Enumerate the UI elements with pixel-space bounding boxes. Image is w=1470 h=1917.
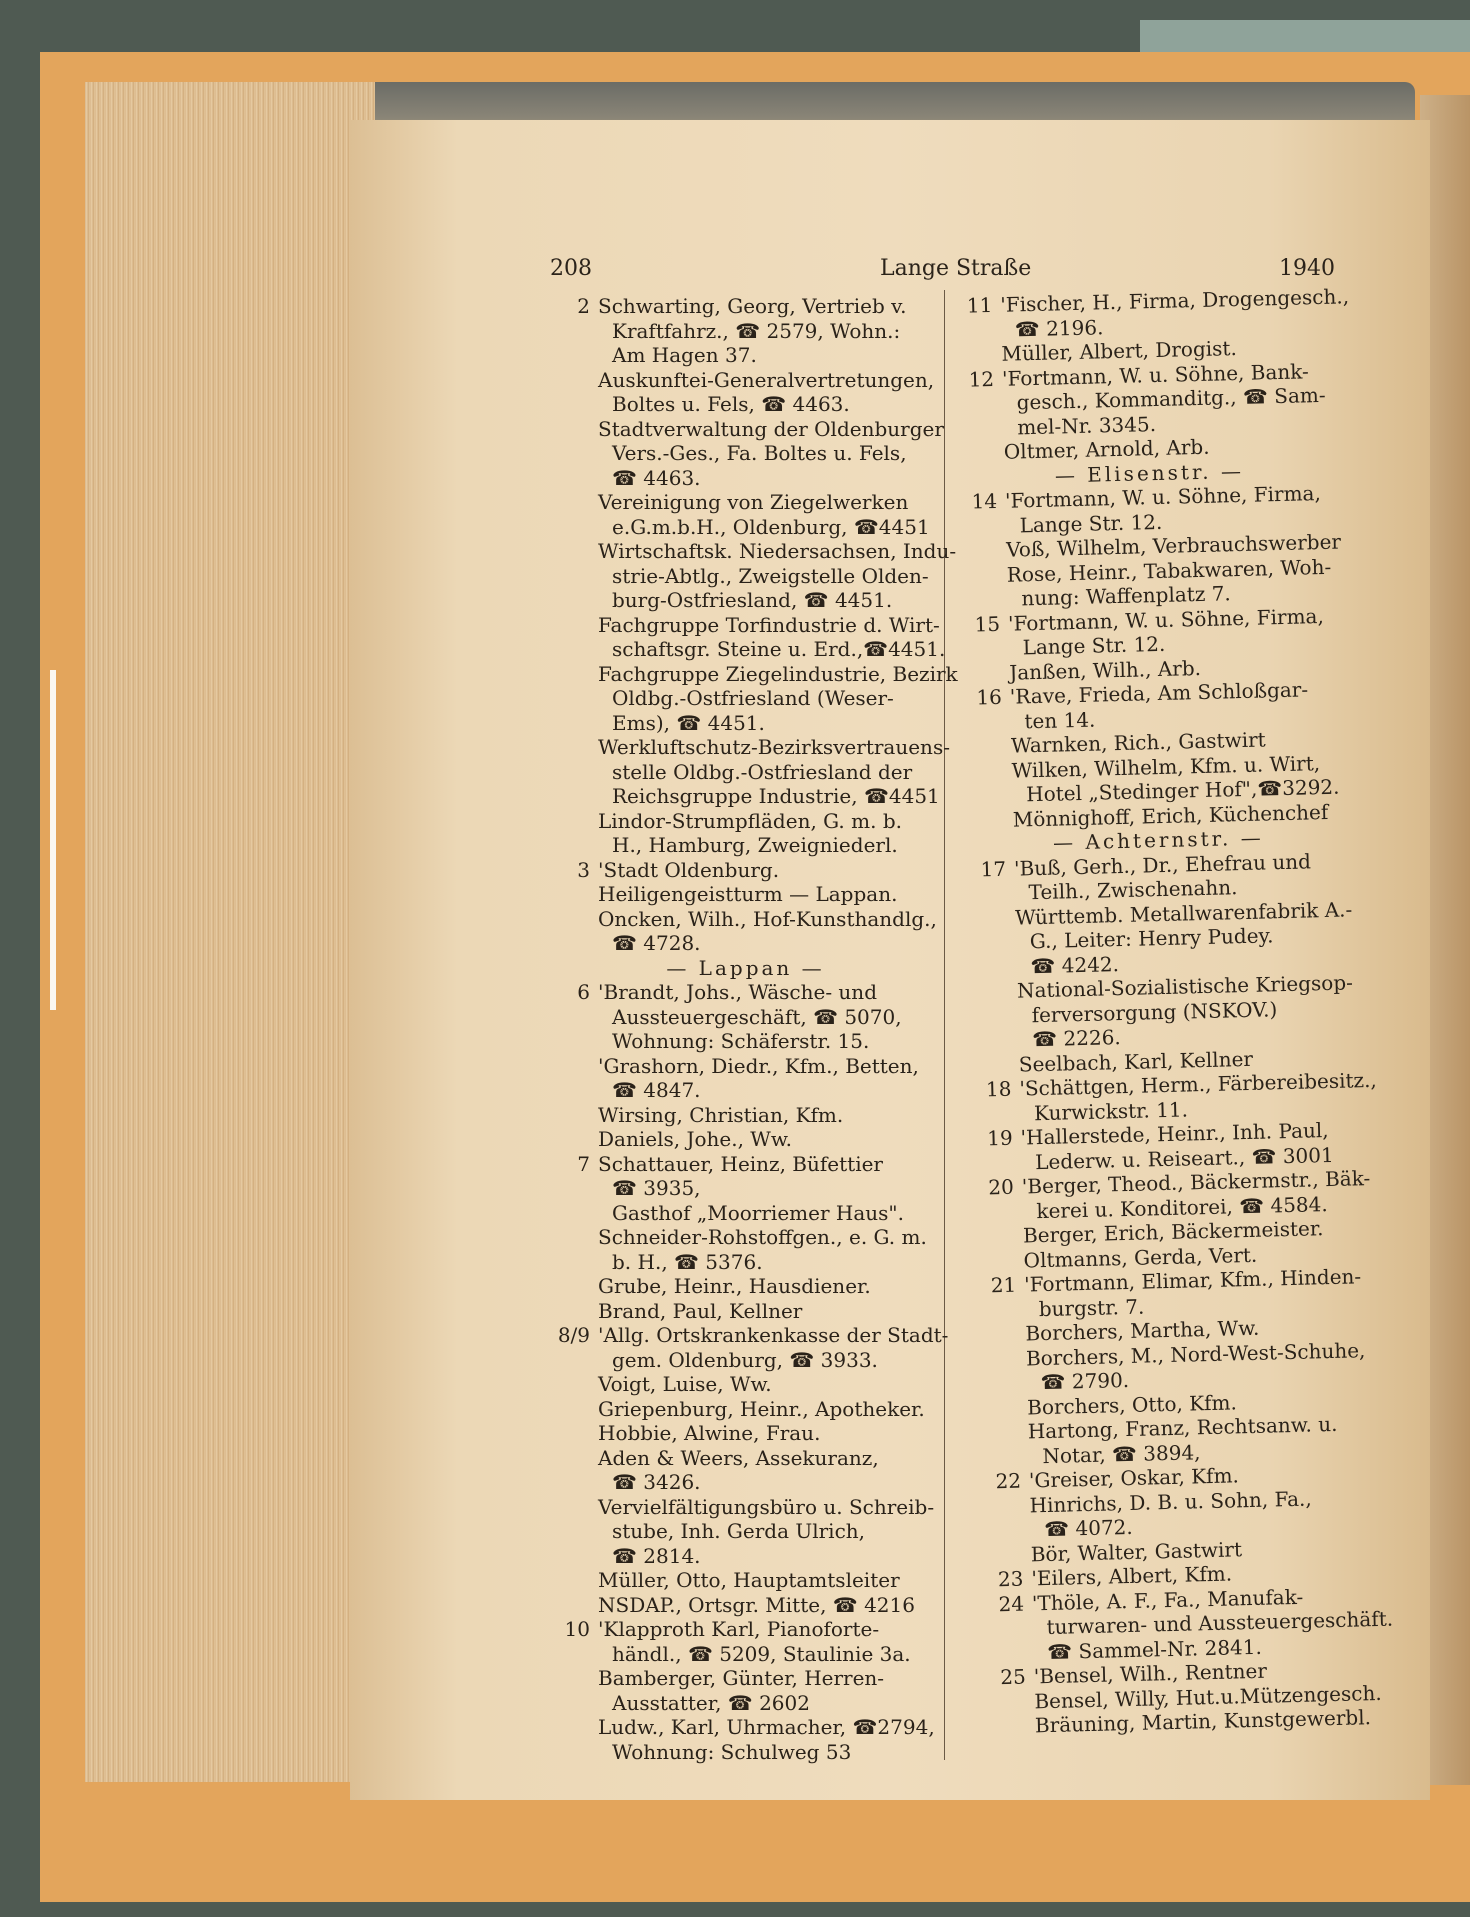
directory-entry-line: [548, 686, 943, 711]
entry-text: 'Stadt Oldenburg.: [598, 857, 780, 882]
house-number: 18: [985, 1076, 1012, 1102]
entry-text: Vers.-Ges., Fa. Boltes u. Fels,: [612, 441, 907, 465]
entry-text: stelle Oldbg.-Ostfriesland der: [612, 759, 913, 784]
entry-text: 'Fischer, H., Firma, Drogengesch.,: [999, 284, 1350, 317]
entry-text: b. H., ☎ 5376.: [612, 1249, 763, 1274]
entry-text: Ausstatter, ☎ 2602: [612, 1690, 810, 1715]
street-title: Lange Straße: [880, 256, 1032, 281]
house-number: 11: [966, 292, 993, 318]
directory-entry-line: [548, 1421, 943, 1446]
entry-text: 'Bensel, Wilh., Rentner: [1033, 1658, 1268, 1689]
entry-text: Wirsing, Christian, Kfm.: [598, 1102, 844, 1127]
directory-entry-line: [548, 1691, 943, 1716]
directory-entry-line: [548, 661, 958, 687]
house-number: 7: [577, 1151, 590, 1176]
directory-entry-line: [548, 1593, 943, 1618]
entry-text: Wohnung: Schulweg 53: [612, 1739, 852, 1764]
house-number: 12: [968, 366, 995, 392]
entry-text: 'Schättgen, Herm., Färbereibesitz.,: [1019, 1067, 1378, 1101]
house-number: 14: [971, 488, 998, 514]
entry-text: 'Hallerstede, Heinr., Inh. Paul,: [1020, 1118, 1329, 1150]
entry-text: mel-Nr. 3345.: [1016, 411, 1157, 439]
entry-text: Lange Str. 12.: [1019, 509, 1163, 537]
entry-text: burgstr. 7.: [1038, 1294, 1145, 1321]
cross-street-label: — Achternstr. —: [1052, 825, 1264, 855]
directory-entry-line: [548, 980, 943, 1005]
entry-text: 'Allg. Ortskrankenkasse der Stadt-: [598, 1323, 949, 1347]
entry-text: Boltes u. Fels, ☎ 4463.: [612, 392, 850, 416]
paper-tab: [50, 670, 56, 1010]
entry-text: 'Fortmann, W. u. Söhne, Bank-: [1001, 358, 1310, 391]
entry-text: Mönnighoff, Erich, Küchenchef: [1012, 799, 1329, 832]
directory-entry-line: [548, 956, 943, 981]
entry-text: Oldbg.-Ostfriesland (Weser-: [612, 686, 894, 710]
directory-entry-line: [548, 343, 943, 368]
entry-text: 'Klapproth Karl, Pianoforte-: [598, 1617, 880, 1641]
house-number: 10: [564, 1617, 590, 1641]
entry-text: National-Sozialistische Kriegsop-: [1016, 970, 1354, 1003]
entry-text: ☎ 2814.: [612, 1543, 701, 1568]
entry-text: Gasthof „Moorriemer Haus".: [612, 1200, 904, 1225]
house-number: 8/9: [557, 1323, 590, 1347]
house-number: 3: [577, 857, 590, 882]
directory-entry-line: [548, 1029, 943, 1054]
house-number: 23: [997, 1566, 1024, 1592]
entry-text: ☎ 4242.: [1030, 951, 1120, 978]
entry-text: Am Hagen 37.: [612, 343, 757, 367]
directory-entry-line: [548, 784, 943, 809]
directory-entry-line: [548, 392, 943, 417]
entry-text: ☎ 2196.: [1014, 314, 1104, 341]
entry-text: Schwarting, Georg, Vertrieb v.: [598, 294, 907, 318]
entry-text: Aden & Weers, Assekuranz,: [598, 1445, 879, 1470]
entry-text: Berger, Erich, Bäckermeister.: [1022, 1216, 1324, 1248]
directory-entry-line: [548, 441, 943, 466]
directory-entry-line: [548, 1519, 943, 1544]
entry-text: ☎ 3935,: [612, 1176, 701, 1200]
entry-text: Fachgruppe Ziegelindustrie, Bezirk: [598, 661, 958, 686]
entry-text: Voigt, Luise, Ww.: [598, 1372, 772, 1396]
entry-text: Ludw., Karl, Uhrmacher, ☎2794,: [598, 1715, 935, 1739]
entry-text: Kurwickstr. 11.: [1033, 1096, 1189, 1125]
entry-text: strie-Abtlg., Zweigstelle Olden-: [612, 563, 929, 588]
directory-entry-line: [548, 1152, 943, 1177]
directory-entry-line: [548, 1250, 943, 1275]
directory-entry-line: [548, 1568, 943, 1593]
entry-text: Wilken, Wilhelm, Kfm. u. Wirt,: [1011, 750, 1321, 783]
entry-text: Schattauer, Heinz, Büfettier: [598, 1151, 883, 1176]
entry-text: gesch., Kommanditg., ☎ Sam-: [1016, 382, 1326, 415]
entry-text: turwaren- und Aussteuergeschäft.: [1046, 1606, 1394, 1640]
directory-entry-line: [548, 294, 943, 319]
directory-entry-line: [548, 1397, 943, 1422]
entry-text: burg-Ostfriesland, ☎ 4451.: [612, 588, 893, 612]
entry-text: Notar, ☎ 3894,: [1042, 1439, 1201, 1468]
house-number: 19: [986, 1125, 1013, 1151]
entry-text: 'Fortmann, W. u. Söhne, Firma,: [1004, 481, 1322, 513]
house-number: 21: [990, 1272, 1017, 1298]
entry-text: 'Greiser, Oskar, Kfm.: [1028, 1463, 1240, 1493]
entry-text: 'Grashorn, Diedr., Kfm., Betten,: [598, 1053, 919, 1078]
directory-entry-line: [548, 1666, 943, 1691]
entry-text: H., Hamburg, Zweigniederl.: [612, 833, 898, 857]
directory-entry-line: [548, 1274, 943, 1299]
entry-text: Hartong, Franz, Rechtsanw. u.: [1027, 1411, 1338, 1444]
entry-text: Hobbie, Alwine, Frau.: [598, 1421, 821, 1445]
directory-entry-line: [548, 809, 943, 834]
directory-entry-line: [548, 588, 943, 613]
entry-text: Heiligengeistturm — Lappan.: [598, 882, 898, 906]
entry-text: 'Brandt, Johs., Wäsche- und: [598, 980, 877, 1004]
entry-text: Oltmanns, Gerda, Vert.: [1023, 1242, 1258, 1272]
entry-text: Griepenburg, Heinr., Apotheker.: [598, 1396, 925, 1421]
entry-text: Reichsgruppe Industrie, ☎4451: [612, 784, 940, 808]
page-header: [550, 256, 1335, 286]
entry-text: ☎ 4728.: [612, 931, 701, 955]
directory-entry-line: [548, 711, 943, 736]
directory-entry-line: [548, 1642, 943, 1667]
house-number: 17: [980, 856, 1007, 881]
entry-text: ferversorgung (NSKOV.): [1031, 996, 1278, 1027]
page-number-left: 208: [550, 256, 592, 281]
year-number: 1940: [1279, 256, 1335, 281]
directory-entry-line: [548, 466, 943, 491]
house-number: 24: [998, 1591, 1025, 1616]
directory-entry-line: [548, 417, 943, 442]
directory-entry-line: [548, 760, 943, 785]
entry-text: Rose, Heinr., Tabakwaren, Woh-: [1006, 554, 1332, 587]
directory-entry-line: [548, 515, 943, 540]
entry-text: Wohnung: Schäferstr. 15.: [612, 1029, 870, 1053]
directory-entry-line: [548, 1005, 943, 1030]
directory-entry-line: [548, 490, 943, 515]
directory-entry-line: [548, 637, 946, 662]
directory-entry-line: [548, 613, 943, 638]
left-column: [548, 294, 958, 1764]
house-number: 16: [976, 684, 1003, 710]
cross-street-label: — Elisenstr. —: [1054, 458, 1245, 487]
directory-entry-line: [548, 1470, 943, 1495]
entry-text: Warnken, Rich., Gastwirt: [1010, 727, 1266, 758]
entry-text: G., Leiter: Henry Pudey.: [1029, 923, 1274, 954]
directory-entry-line: [548, 1446, 943, 1471]
directory-entry-line: [548, 1127, 943, 1152]
entry-text: ☎ 2226.: [1031, 1025, 1122, 1052]
entry-text: Grube, Heinr., Hausdiener.: [598, 1274, 871, 1298]
entry-text: Bör, Walter, Gastwirt: [1030, 1536, 1243, 1566]
entry-text: Wirtschaftsk. Niedersachsen, Indu-: [598, 539, 957, 563]
entry-text: Lederw. u. Reiseart., ☎ 3001: [1034, 1142, 1334, 1174]
directory-entry-line: [548, 1176, 943, 1201]
entry-text: Werkluftschutz-Bezirksvertrauens-: [598, 735, 950, 759]
entry-text: Oncken, Wilh., Hof-Kunsthandlg.,: [598, 906, 937, 931]
entry-text: 'Thöle, A. F., Fa., Manufak-: [1031, 1584, 1304, 1615]
entry-text: Schneider-Rohstoffgen., e. G. m.: [598, 1225, 927, 1249]
entry-text: Fachgruppe Torfindustrie d. Wirt-: [598, 612, 940, 637]
entry-text: Stadtverwaltung der Oldenburger: [598, 416, 944, 441]
directory-entry-line: [548, 1715, 943, 1740]
entry-text: Borchers, Martha, Ww.: [1025, 1315, 1260, 1346]
entry-text: Janßen, Wilh., Arb.: [1008, 655, 1202, 685]
entry-text: NSDAP., Ortsgr. Mitte, ☎ 4216: [598, 1592, 915, 1617]
entry-text: Müller, Albert, Drogist.: [1001, 336, 1238, 366]
entry-text: 'Buß, Gerh., Dr., Ehefrau und: [1013, 848, 1312, 881]
directory-entry-line: [548, 1617, 943, 1642]
entry-text: 'Eilers, Albert, Kfm.: [1031, 1561, 1233, 1591]
house-number: 15: [974, 611, 1001, 636]
directory-entry-line: [548, 1348, 943, 1373]
directory-entry-line: [548, 907, 943, 932]
directory-entry-line: [548, 931, 943, 956]
cross-street-label: — Lappan —: [666, 955, 825, 980]
directory-entry-line: [548, 1323, 949, 1348]
entry-text: ☎ 4847.: [612, 1078, 701, 1102]
directory-entry-line: [548, 882, 943, 907]
entry-text: Borchers, M., Nord-West-Schuhe,: [1025, 1337, 1366, 1370]
entry-text: Aussteuergeschäft, ☎ 5070,: [612, 1004, 902, 1029]
entry-text: Ems), ☎ 4451.: [612, 710, 765, 735]
entry-text: nung: Waffenplatz 7.: [1021, 581, 1232, 611]
directory-entry-line: [548, 539, 957, 564]
entry-text: 'Fortmann, W. u. Söhne, Firma,: [1007, 603, 1325, 636]
entry-text: Brand, Paul, Kellner: [598, 1298, 803, 1323]
directory-entry-line: [548, 1740, 943, 1765]
entry-text: 'Rave, Frieda, Am Schloßgar-: [1009, 677, 1309, 709]
entry-text: Württemb. Metallwarenfabrik A.-: [1014, 896, 1353, 930]
entry-text: Borchers, Otto, Kfm.: [1026, 1389, 1238, 1419]
directory-entry-line: [548, 1495, 943, 1520]
entry-text: ☎ 2790.: [1040, 1367, 1130, 1395]
entry-text: ☎ 4463.: [612, 465, 701, 490]
entry-text: Oltmer, Arnold, Arb.: [1003, 434, 1210, 464]
entry-text: Müller, Otto, Hauptamtsleiter: [598, 1568, 900, 1592]
entry-text: Seelbach, Karl, Kellner: [1018, 1046, 1254, 1077]
entry-text: ☎ 3426.: [612, 1470, 701, 1494]
directory-entry-line: [548, 1201, 943, 1226]
house-number: 6: [577, 980, 590, 1004]
directory-entry-line: [548, 564, 943, 589]
directory-entry-line: [548, 319, 943, 344]
directory-entry-line: [548, 1103, 943, 1128]
entry-text: händl., ☎ 5209, Staulinie 3a.: [612, 1641, 911, 1666]
directory-entry-line: [548, 1299, 943, 1324]
directory-entry-line: [548, 833, 943, 858]
entry-text: Bamberger, Günter, Herren-: [598, 1666, 885, 1690]
house-number: 22: [995, 1468, 1022, 1494]
entry-text: Lange Str. 12.: [1022, 631, 1166, 660]
entry-text: Daniels, Johe., Ww.: [598, 1127, 792, 1151]
directory-entry-line: [548, 1544, 943, 1569]
entry-text: Vereinigung von Ziegelwerken: [598, 490, 909, 514]
entry-text: Auskunftei-Generalvertretungen,: [598, 367, 935, 392]
right-column: [950, 284, 1394, 1739]
column-divider: [944, 290, 945, 1760]
entry-text: Bräuning, Martin, Kunstgewerbl.: [1034, 1705, 1372, 1738]
directory-entry-line: [548, 1372, 943, 1397]
entry-text: gem. Oldenburg, ☎ 3933.: [612, 1347, 878, 1372]
entry-text: Lindor-Strumpfläden, G. m. b.: [598, 808, 902, 833]
entry-text: 'Fortmann, Elimar, Kfm., Hinden-: [1023, 1264, 1362, 1297]
entry-text: Hinrichs, D. B. u. Sohn, Fa.,: [1029, 1486, 1312, 1517]
directory-entry-line: [548, 735, 950, 760]
entry-text: Voß, Wilhelm, Verbrauchswerber: [1005, 529, 1342, 562]
page-edge-stack: [85, 82, 375, 1782]
house-number: 25: [1000, 1664, 1027, 1690]
entry-text: Kraftfahrz., ☎ 2579, Wohn.:: [612, 318, 901, 343]
directory-entry-line: [548, 1078, 943, 1103]
entry-text: Teilh., Zwischenahn.: [1028, 875, 1238, 905]
entry-text: 'Berger, Theod., Bäckermstr., Bäk-: [1021, 1166, 1371, 1199]
entry-text: kerei u. Konditorei, ☎ 4584.: [1036, 1191, 1328, 1223]
entry-text: Vervielfältigungsbüro u. Schreib-: [598, 1494, 935, 1519]
entry-text: Hotel „Stedinger Hof",☎3292.: [1025, 774, 1340, 807]
entry-text: e.G.m.b.H., Oldenburg, ☎4451: [612, 514, 930, 539]
directory-entry-line: [548, 368, 943, 393]
house-number: 2: [577, 294, 590, 318]
directory-entry-line: [548, 858, 943, 883]
entry-text: schaftsgr. Steine u. Erd.,☎4451.: [612, 637, 946, 661]
entry-text: Bensel, Willy, Hut.u.Mützengesch.: [1034, 1680, 1382, 1713]
entry-text: ten 14.: [1024, 707, 1096, 733]
directory-entry-line: [548, 1225, 943, 1250]
directory-entry-line: [548, 1054, 943, 1079]
entry-text: ☎ 4072.: [1043, 1514, 1134, 1542]
house-number: 20: [988, 1174, 1015, 1200]
entry-text: stube, Inh. Gerda Ulrich,: [612, 1519, 866, 1543]
entry-text: ☎ Sammel-Nr. 2841.: [1046, 1634, 1263, 1664]
